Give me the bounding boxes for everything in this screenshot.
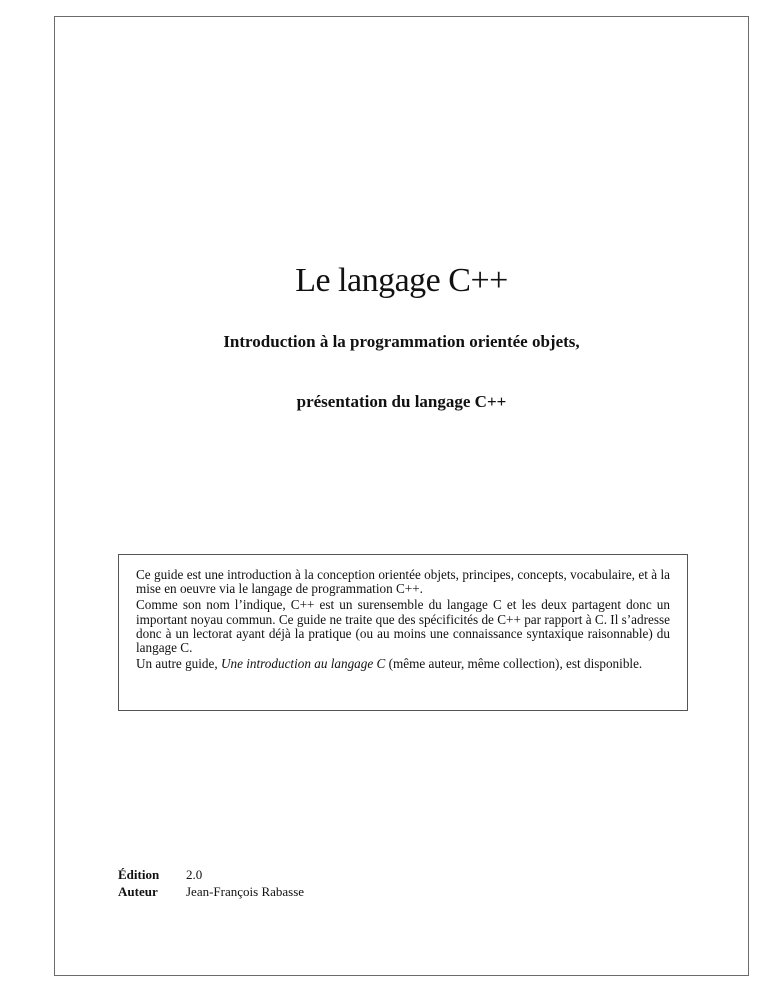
edition-label: Édition: [118, 867, 160, 882]
abstract-paragraph-1: Ce guide est une introduction à la conception orientée objets, principes, concepts, vocabulaire, et à la mise en oeuvre via le langage de programmation C++.: [136, 567, 670, 597]
edition-row: [118, 866, 304, 883]
edition-value: 2.0: [186, 867, 203, 882]
author-row: [118, 883, 304, 900]
abstract-paragraph-2: Comme son nom l’indique, C++ est un surensemble du langage C et les deux partagent donc un important noyau commun. Ce guide ne traite que des spécificités de C++ par rapport à C. Il s’adresse donc à un lectorat ayant déjà la pratique (ou au moins une connaissance syntaxique raisonnable) du langage C.: [136, 597, 670, 656]
page-frame: [54, 16, 749, 976]
abstract-box: [118, 554, 688, 711]
abstract-paragraph-3-suffix: (même auteur, même collection), est disponible.: [385, 656, 643, 672]
document-metadata: [118, 866, 304, 900]
abstract-paragraph-3-prefix: Un autre guide,: [136, 656, 221, 672]
document-subtitle-line1: Introduction à la programmation orientée objets,: [223, 332, 580, 351]
document-subtitle-line2: présentation du langage C++: [296, 392, 507, 411]
abstract-paragraph-3: [136, 657, 670, 671]
related-guide-title: Une introduction au langage C: [220, 656, 386, 672]
author-label: Auteur: [118, 884, 158, 899]
document-title: Le langage C++: [295, 262, 508, 299]
author-value: Jean-François Rabasse: [186, 884, 305, 899]
